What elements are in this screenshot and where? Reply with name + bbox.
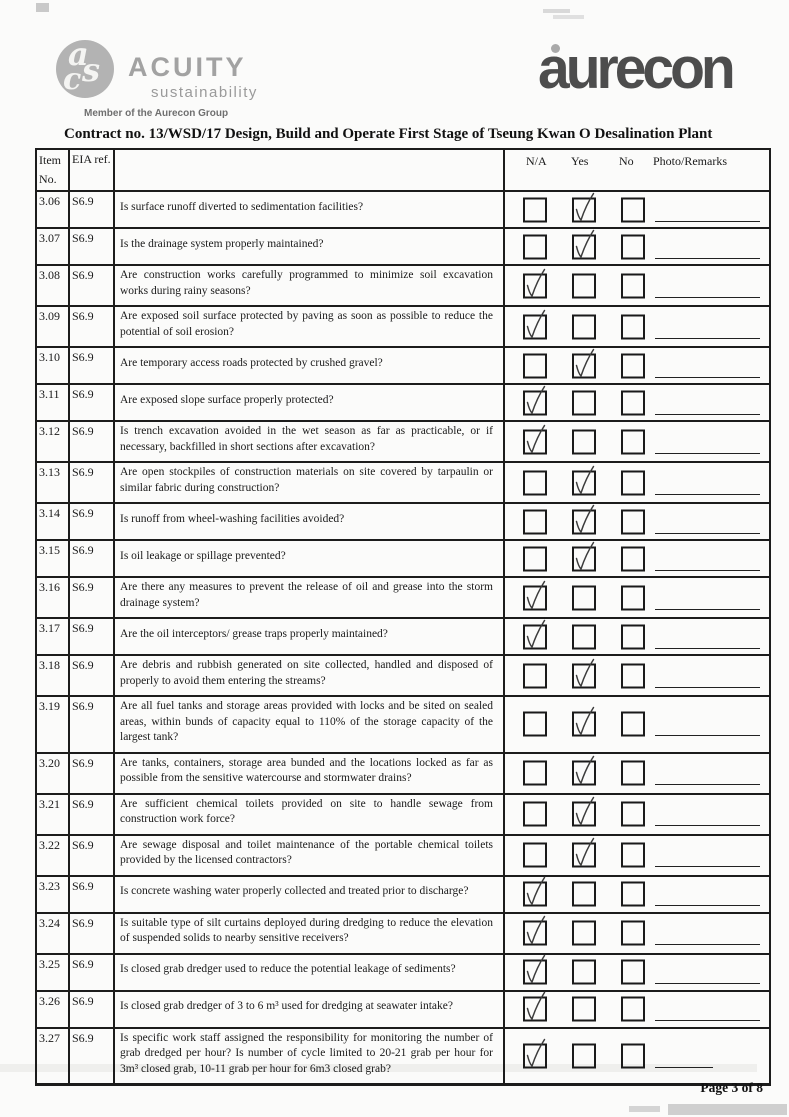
checklist-row: [37, 992, 769, 1029]
answer-cell: [505, 463, 769, 502]
checkmark-icon: [572, 234, 596, 259]
acuity-wordmark: ACUITY: [128, 52, 247, 82]
eia-ref: S6.9: [70, 348, 115, 383]
checklist-row: [37, 385, 769, 422]
checklist-row: [37, 422, 769, 463]
eia-ref: S6.9: [70, 697, 115, 752]
yes-checkbox: [572, 273, 596, 298]
question-text: Are tanks, containers, storage area bunded and the locations locked as far as possible from the sensitive watercourse and stormwater drains?: [120, 756, 493, 784]
checkmark-icon: [523, 960, 547, 985]
na-checkbox: [523, 353, 547, 378]
question-text: Are all fuel tanks and storage areas provided with locks and be sited on sealed areas, within bunds of capacity equal to 110% of the storage capacity of the largest tank?: [120, 700, 493, 743]
eia-ref: S6.9: [70, 192, 115, 227]
question-text: Are sufficient chemical toilets provided on site to handle sewage from construction work force?: [120, 797, 493, 825]
remarks-blank-line: [655, 533, 760, 534]
header-na-label: N/A: [526, 154, 547, 168]
yes-checkbox: [572, 1043, 596, 1068]
eia-ref: S6.9: [70, 1029, 115, 1084]
eia-ref: S6.9: [70, 955, 115, 990]
checkmark-icon: [523, 997, 547, 1022]
no-checkbox: [621, 761, 645, 786]
monogram-letter: s: [82, 51, 101, 89]
yes-checkbox: [572, 234, 596, 259]
no-checkbox: [621, 353, 645, 378]
acuity-monogram-icon: [56, 40, 114, 98]
item-number: 3.12: [37, 422, 70, 461]
yes-checkbox: [572, 429, 596, 454]
question-text: Is closed grab dredger of 3 to 6 m³ used for dredging at seawater intake?: [120, 1000, 453, 1013]
no-checkbox: [621, 712, 645, 737]
eia-ref: S6.9: [70, 578, 115, 617]
question-cell: [115, 914, 505, 953]
checkmark-icon: [523, 624, 547, 649]
item-number: 3.26: [37, 992, 70, 1027]
header-yes-label: Yes: [571, 154, 589, 168]
remarks-blank-line: [655, 338, 760, 339]
na-checkbox: [523, 997, 547, 1022]
question-text: Is surface runoff diverted to sedimentation facilities?: [120, 200, 364, 213]
answer-cell: [505, 836, 769, 875]
question-text: Is closed grab dredger used to reduce the potential leakage of sediments?: [120, 963, 456, 976]
yes-checkbox: [572, 624, 596, 649]
na-checkbox: [523, 1043, 547, 1068]
na-checkbox: [523, 314, 547, 339]
question-cell: [115, 348, 505, 383]
eia-ref: S6.9: [70, 992, 115, 1027]
acuity-subtitle: sustainability: [151, 84, 258, 101]
acuity-member-line: Member of the Aurecon Group: [84, 108, 229, 119]
answer-cell: [505, 795, 769, 834]
scan-artifact: [668, 1104, 787, 1115]
question-cell: [115, 463, 505, 502]
remarks-blank-line: [655, 687, 760, 688]
question-cell: [115, 795, 505, 834]
question-cell: [115, 992, 505, 1027]
eia-ref: S6.9: [70, 795, 115, 834]
no-checkbox: [621, 585, 645, 610]
remarks-blank-line: [655, 866, 760, 867]
item-number: 3.21: [37, 795, 70, 834]
question-text: Is concrete washing water properly collected and treated prior to discharge?: [120, 885, 469, 898]
checkmark-icon: [572, 712, 596, 737]
question-cell: [115, 697, 505, 752]
question-cell: [115, 656, 505, 695]
answer-cell: [505, 422, 769, 461]
item-number: 3.08: [37, 266, 70, 305]
answer-cell: [505, 348, 769, 383]
answer-cell: [505, 385, 769, 420]
yes-checkbox: [572, 353, 596, 378]
no-checkbox: [621, 273, 645, 298]
yes-checkbox: [572, 663, 596, 688]
checklist-row: [37, 463, 769, 504]
no-checkbox: [621, 1043, 645, 1068]
checklist-row: [37, 697, 769, 754]
answer-cell: [505, 1029, 769, 1084]
remarks-blank-line: [655, 1020, 760, 1021]
answer-cell: [505, 754, 769, 793]
item-number: 3.15: [37, 541, 70, 576]
no-checkbox: [621, 546, 645, 571]
yes-checkbox: [572, 546, 596, 571]
eia-ref: S6.9: [70, 541, 115, 576]
question-cell: [115, 754, 505, 793]
item-number: 3.25: [37, 955, 70, 990]
na-checkbox: [523, 761, 547, 786]
yes-checkbox: [572, 960, 596, 985]
item-number: 3.09: [37, 307, 70, 346]
yes-checkbox: [572, 314, 596, 339]
yes-checkbox: [572, 470, 596, 495]
checklist-table: [35, 148, 771, 1086]
answer-cell: [505, 992, 769, 1027]
yes-checkbox: [572, 197, 596, 222]
checkmark-icon: [523, 1043, 547, 1068]
question-cell: [115, 836, 505, 875]
question-text: Is the drainage system properly maintained?: [120, 237, 324, 250]
na-checkbox: [523, 429, 547, 454]
eia-ref: S6.9: [70, 656, 115, 695]
question-text: Are debris and rubbish generated on site collected, handled and disposed of properly to avoid them entering the streams?: [120, 659, 493, 687]
eia-ref: S6.9: [70, 504, 115, 539]
no-checkbox: [621, 390, 645, 415]
question-cell: [115, 541, 505, 576]
no-checkbox: [621, 960, 645, 985]
checkmark-icon: [523, 390, 547, 415]
checkmark-icon: [523, 314, 547, 339]
eia-ref: S6.9: [70, 754, 115, 793]
eia-ref: S6.9: [70, 385, 115, 420]
question-cell: [115, 385, 505, 420]
no-checkbox: [621, 921, 645, 946]
na-checkbox: [523, 585, 547, 610]
checklist-row: [37, 578, 769, 619]
question-cell: [115, 619, 505, 654]
na-checkbox: [523, 960, 547, 985]
no-checkbox: [621, 470, 645, 495]
checklist-row: [37, 619, 769, 656]
na-checkbox: [523, 509, 547, 534]
eia-ref: S6.9: [70, 836, 115, 875]
question-cell: [115, 422, 505, 461]
question-cell: [115, 877, 505, 912]
no-checkbox: [621, 509, 645, 534]
item-number: 3.16: [37, 578, 70, 617]
na-checkbox: [523, 470, 547, 495]
question-text: Are exposed slope surface properly protected?: [120, 393, 334, 406]
question-text: Is specific work staff assigned the responsibility for monitoring the number of grab dredged per hour? Is number of cycle limited to 20-21 grab per hour for 3m³ closed grab, 10-11 grab per hour for 6m3 closed grab?: [120, 1031, 493, 1075]
checklist-row: [37, 877, 769, 914]
scan-artifact: [543, 9, 570, 13]
scan-artifact: [36, 3, 49, 12]
remarks-blank-line: [655, 905, 760, 906]
eia-ref: S6.9: [70, 266, 115, 305]
answer-cell: [505, 877, 769, 912]
yes-checkbox: [572, 802, 596, 827]
answer-cell: [505, 619, 769, 654]
remarks-blank-line: [655, 453, 760, 454]
checkmark-icon: [572, 546, 596, 571]
checkmark-icon: [572, 353, 596, 378]
item-number: 3.14: [37, 504, 70, 539]
answer-cell: [505, 656, 769, 695]
header-no-answer-label: No: [619, 154, 634, 168]
item-number: 3.23: [37, 877, 70, 912]
remarks-blank-line: [655, 297, 760, 298]
checklist-row: [37, 504, 769, 541]
question-cell: [115, 955, 505, 990]
question-cell: [115, 307, 505, 346]
checklist-row: [37, 836, 769, 877]
remarks-blank-line: [655, 570, 760, 571]
checkmark-icon: [523, 882, 547, 907]
no-checkbox: [621, 663, 645, 688]
item-number: 3.10: [37, 348, 70, 383]
header-question: [115, 150, 505, 190]
no-checkbox: [621, 997, 645, 1022]
remarks-blank-line: [655, 983, 760, 984]
na-checkbox: [523, 712, 547, 737]
question-cell: [115, 266, 505, 305]
remarks-blank-line: [655, 494, 760, 495]
checkmark-icon: [572, 761, 596, 786]
item-number: 3.24: [37, 914, 70, 953]
checklist-row: [37, 955, 769, 992]
no-checkbox: [621, 314, 645, 339]
remarks-blank-line: [655, 414, 760, 415]
checklist-row: [37, 656, 769, 697]
question-text: Are construction works carefully programmed to minimize soil excavation works during rainy seasons?: [120, 269, 493, 297]
remarks-blank-line: [655, 609, 760, 610]
header-remarks-label: Photo/Remarks: [653, 154, 727, 168]
na-checkbox: [523, 390, 547, 415]
na-checkbox: [523, 546, 547, 571]
page-title: Contract no. 13/WSD/17 Design, Build and Operate First Stage of Tseung Kwan O Desalination Plant: [64, 126, 713, 142]
remarks-blank-line: [655, 944, 760, 945]
item-number: 3.20: [37, 754, 70, 793]
eia-ref: S6.9: [70, 229, 115, 264]
na-checkbox: [523, 663, 547, 688]
na-checkbox: [523, 802, 547, 827]
answer-cell: [505, 192, 769, 227]
item-number: 3.11: [37, 385, 70, 420]
no-checkbox: [621, 624, 645, 649]
eia-ref: S6.9: [70, 619, 115, 654]
eia-ref: S6.9: [70, 307, 115, 346]
checkmark-icon: [523, 921, 547, 946]
answer-cell: [505, 504, 769, 539]
checklist-row: [37, 192, 769, 229]
na-checkbox: [523, 921, 547, 946]
remarks-blank-line: [655, 648, 760, 649]
question-cell: [115, 504, 505, 539]
remarks-blank-line: [655, 784, 760, 785]
checklist-row: [37, 754, 769, 795]
checkmark-icon: [572, 509, 596, 534]
item-number: 3.07: [37, 229, 70, 264]
question-text: Is oil leakage or spillage prevented?: [120, 549, 286, 562]
item-number: 3.19: [37, 697, 70, 752]
question-cell: [115, 192, 505, 227]
checklist-row: [37, 541, 769, 578]
remarks-blank-line: [655, 377, 760, 378]
checkmark-icon: [572, 197, 596, 222]
question-text: Are the oil interceptors/ grease traps properly maintained?: [120, 627, 388, 640]
item-number: 3.27: [37, 1029, 70, 1084]
checklist-row: [37, 266, 769, 307]
header-eia-ref: EIA ref.: [70, 150, 115, 190]
checklist-row: [37, 307, 769, 348]
na-checkbox: [523, 197, 547, 222]
item-number: 3.13: [37, 463, 70, 502]
yes-checkbox: [572, 390, 596, 415]
eia-ref: S6.9: [70, 877, 115, 912]
question-text: Is trench excavation avoided in the wet season as far as practicable, or if necessary, backfilled in short sections after excavation?: [120, 425, 493, 453]
question-text: Are open stockpiles of construction materials on site covered by tarpaulin or similar fabric during construction?: [120, 466, 493, 494]
checklist-row: [37, 914, 769, 955]
scan-artifact: [629, 1106, 660, 1112]
na-checkbox: [523, 234, 547, 259]
aurecon-wordmark: aurecon: [538, 35, 732, 102]
answer-cell: [505, 229, 769, 264]
answer-cell: [505, 697, 769, 752]
yes-checkbox: [572, 712, 596, 737]
checkmark-icon: [523, 273, 547, 298]
checkmark-icon: [523, 429, 547, 454]
question-text: Are there any measures to prevent the release of oil and grease into the storm drainage system?: [120, 581, 493, 609]
remarks-blank-line: [655, 1067, 713, 1068]
item-number: 3.17: [37, 619, 70, 654]
header-item-no: [37, 150, 70, 190]
table-header-row: [37, 150, 769, 192]
no-checkbox: [621, 882, 645, 907]
checkmark-icon: [572, 843, 596, 868]
item-number: 3.22: [37, 836, 70, 875]
question-cell: [115, 578, 505, 617]
monogram-letter: a: [68, 40, 89, 73]
yes-checkbox: [572, 921, 596, 946]
aurecon-logo: [538, 35, 732, 102]
na-checkbox: [523, 624, 547, 649]
answer-cell: [505, 578, 769, 617]
checklist-row: [37, 348, 769, 385]
answer-cell: [505, 266, 769, 305]
item-number: 3.06: [37, 192, 70, 227]
page-number: Page 3 of 8: [700, 1080, 763, 1095]
question-text: Are exposed soil surface protected by paving as soon as possible to reduce the potential of soil erosion?: [120, 310, 493, 338]
eia-ref: S6.9: [70, 463, 115, 502]
yes-checkbox: [572, 585, 596, 610]
yes-checkbox: [572, 997, 596, 1022]
checklist-row: [37, 229, 769, 266]
no-checkbox: [621, 234, 645, 259]
no-checkbox: [621, 802, 645, 827]
item-number: 3.18: [37, 656, 70, 695]
yes-checkbox: [572, 843, 596, 868]
yes-checkbox: [572, 509, 596, 534]
question-text: Is suitable type of silt curtains deployed during dredging to reduce the elevation of suspended solids to nearby sensitive receivers?: [120, 916, 493, 944]
header-no-label: No.: [39, 172, 57, 186]
scan-artifact: [553, 15, 584, 19]
answer-cell: [505, 914, 769, 953]
checkmark-icon: [523, 585, 547, 610]
eia-ref: S6.9: [70, 422, 115, 461]
checkmark-icon: [572, 663, 596, 688]
remarks-blank-line: [655, 825, 760, 826]
na-checkbox: [523, 843, 547, 868]
question-cell: [115, 229, 505, 264]
question-text: Are sewage disposal and toilet maintenance of the portable chemical toilets provided by the licensed contractors?: [120, 838, 493, 866]
answer-cell: [505, 541, 769, 576]
checklist-rows: [37, 192, 769, 1083]
header-answers: [505, 150, 769, 190]
na-checkbox: [523, 882, 547, 907]
no-checkbox: [621, 429, 645, 454]
yes-checkbox: [572, 761, 596, 786]
no-checkbox: [621, 197, 645, 222]
remarks-blank-line: [655, 258, 760, 259]
question-text: Is runoff from wheel-washing facilities avoided?: [120, 512, 345, 525]
question-cell: [115, 1029, 505, 1084]
remarks-blank-line: [655, 221, 760, 222]
na-checkbox: [523, 273, 547, 298]
answer-cell: [505, 307, 769, 346]
no-checkbox: [621, 843, 645, 868]
monogram-letter: c: [63, 62, 82, 97]
remarks-blank-line: [655, 735, 760, 736]
checkmark-icon: [572, 470, 596, 495]
yes-checkbox: [572, 882, 596, 907]
eia-ref: S6.9: [70, 914, 115, 953]
question-text: Are temporary access roads protected by crushed gravel?: [120, 356, 383, 369]
checkmark-icon: [572, 802, 596, 827]
checklist-row: [37, 1029, 769, 1084]
answer-cell: [505, 955, 769, 990]
checklist-row: [37, 795, 769, 836]
header-item-label: Item: [39, 153, 61, 167]
